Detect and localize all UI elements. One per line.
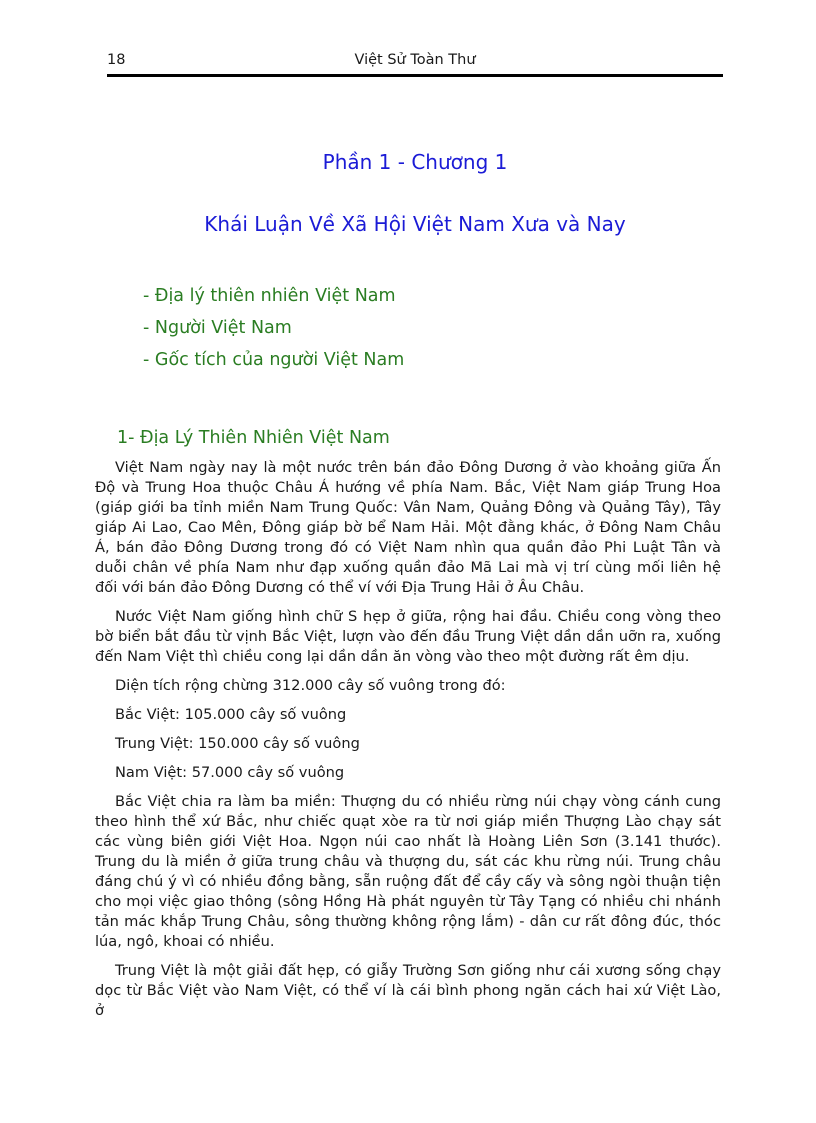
- paragraph: Bắc Việt chia ra làm ba miền: Thượng du có nhiều rừng núi chạy vòng cánh cung theo hình thể xứ Bắc, như chiếc quạt xòe ra từ nơi giáp miền Thượng Lào chạy sát các vùng biên giới Việt Hoa. Ngọn núi cao nhất là Hoàng Liên Sơn (3.141 thước). Trung du là miền ở giữa trung châu và thượng du, sát các khu rừng núi. Trung châu đáng chú ý vì có nhiều đồng bằng, sẵn ruộng đất để cầy cấy và sông ngòi thuận tiện cho mọi việc giao thông (sông Hồng Hà phát nguyên từ Tây Tạng có nhiều chi nhánh tản mác khắp Trung Châu, sông thường không rộng lắm) - dân cư rất đông đúc, thóc lúa, ngô, khoai có nhiều.: [95, 793, 721, 950]
- paragraph: Trung Việt là một giải đất hẹp, có giẫy Trường Sơn giống như cái xương sống chạy dọc từ Bắc Việt vào Nam Việt, có thể ví là cái bình phong ngăn cách hai xứ Việt Lào, ở: [95, 962, 721, 1019]
- area-item: Nam Việt: 57.000 cây số vuông: [115, 764, 345, 781]
- area-item: Trung Việt: 150.000 cây số vuông: [115, 735, 360, 752]
- outline-item: - Người Việt Nam: [143, 318, 292, 338]
- page-number: 18: [107, 52, 126, 68]
- book-title: Việt Sử Toàn Thư: [354, 52, 476, 68]
- area-item: Bắc Việt: 105.000 cây số vuông: [115, 706, 347, 723]
- chapter-outline: [143, 284, 404, 380]
- paragraph: Diện tích rộng chừng 312.000 cây số vuông trong đó:: [115, 677, 506, 694]
- outline-item: - Địa lý thiên nhiên Việt Nam: [143, 286, 396, 306]
- chapter-title: Khái Luận Về Xã Hội Việt Nam Xưa và Nay: [204, 212, 626, 236]
- page-header: [107, 52, 723, 77]
- outline-item: - Gốc tích của người Việt Nam: [143, 350, 405, 370]
- paragraph: Nước Việt Nam giống hình chữ S hẹp ở giữa, rộng hai đầu. Chiều cong vòng theo bờ biển bắt đầu từ vịnh Bắc Việt, lượn vào đến đầu Trung Việt dần dần uỡn ra, xuống đến Nam Việt thì chiều cong lại dần dần ăn vòng vào theo một đường rất êm dịu.: [95, 608, 721, 665]
- chapter-number: Phần 1 - Chương 1: [322, 150, 508, 174]
- section-heading: 1- Địa Lý Thiên Nhiên Việt Nam: [117, 428, 390, 448]
- section-body: [95, 458, 721, 1030]
- paragraph: Việt Nam ngày nay là một nước trên bán đảo Đông Dương ở vào khoảng giữa Ấn Độ và Trung Hoa thuộc Châu Á hướng về phía Nam. Bắc, Việt Nam giáp Trung Hoa (giáp giới ba tỉnh miền Nam Trung Quốc: Vân Nam, Quảng Đông và Quảng Tây), Tây giáp Ai Lao, Cao Mên, Đông giáp bờ bể Nam Hải. Một đằng khác, ở Đông Nam Châu Á, bán đảo Đông Dương trong đó có Việt Nam nhìn qua quần đảo Phi Luật Tân và duỗi chân về phía Nam như đạp xuống quần đảo Mã Lai mà vị trí cùng mối liên hệ đối với bán đảo Đông Dương có thể ví với Địa Trung Hải ở Âu Châu.: [95, 459, 721, 596]
